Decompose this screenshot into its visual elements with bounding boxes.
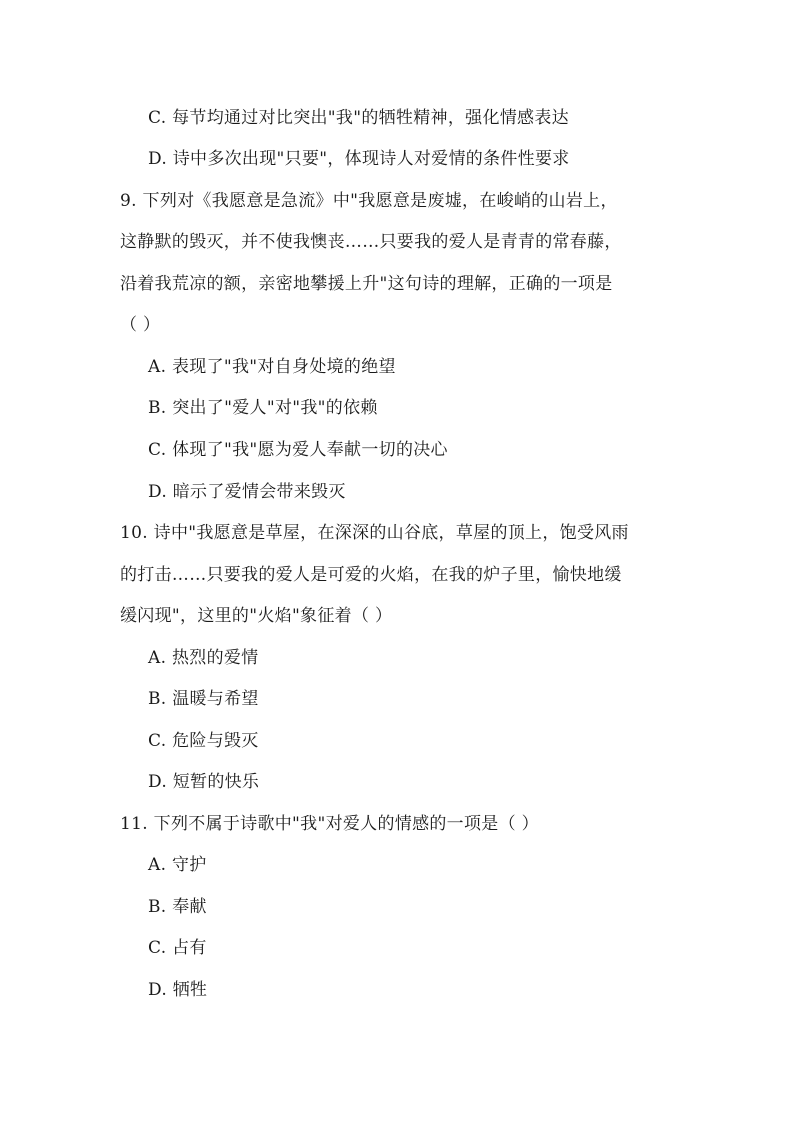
q9-stem-line-2: 这静默的毁灭，并不使我懊丧……只要我的爱人是青青的常春藤， (120, 232, 622, 252)
q11-option-d: D. 牺牲 (148, 980, 208, 1000)
q10-option-a: A. 热烈的爱情 (148, 648, 259, 668)
q10-option-d: D. 短暂的快乐 (148, 772, 260, 792)
q10-option-c: C. 危险与毁灭 (148, 731, 259, 751)
q10-stem-line-2: 的打击……只要我的爱人是可爱的火焰，在我的炉子里，愉快地缓 (120, 565, 622, 585)
q9-option-c: C. 体现了"我"愿为爱人奉献一切的决心 (148, 440, 448, 460)
q10-option-b: B. 温暖与希望 (148, 689, 259, 709)
q11-option-b: B. 奉献 (148, 897, 207, 917)
q11-stem: 11. 下列不属于诗歌中"我"对爱人的情感的一项是（ ） (120, 814, 539, 834)
q10-stem-line-3: 缓闪现"，这里的"火焰"象征着（ ） (120, 606, 393, 626)
q9-option-a: A. 表现了"我"对自身处境的绝望 (148, 357, 396, 377)
q9-stem-line-1: 9. 下列对《我愿意是急流》中"我愿意是废墟，在峻峭的山岩上， (120, 191, 618, 211)
q9-option-b: B. 突出了"爱人"对"我"的依赖 (148, 398, 378, 418)
q8-option-d: D. 诗中多次出现"只要"，体现诗人对爱情的条件性要求 (148, 149, 570, 169)
q9-option-d: D. 暗示了爱情会带来毁灭 (148, 482, 346, 502)
q11-option-c: C. 占有 (148, 938, 207, 958)
q9-stem-line-3: 沿着我荒凉的额，亲密地攀援上升"这句诗的理解，正确的一项是 (120, 274, 613, 294)
q8-option-c: C. 每节均通过对比突出"我"的牺牲精神，强化情感表达 (148, 108, 569, 128)
q9-answer-blank: （ ） (120, 315, 161, 335)
q10-stem-line-1: 10. 诗中"我愿意是草屋，在深深的山谷底，草屋的顶上，饱受风雨 (120, 523, 629, 543)
q11-option-a: A. 守护 (148, 855, 207, 875)
